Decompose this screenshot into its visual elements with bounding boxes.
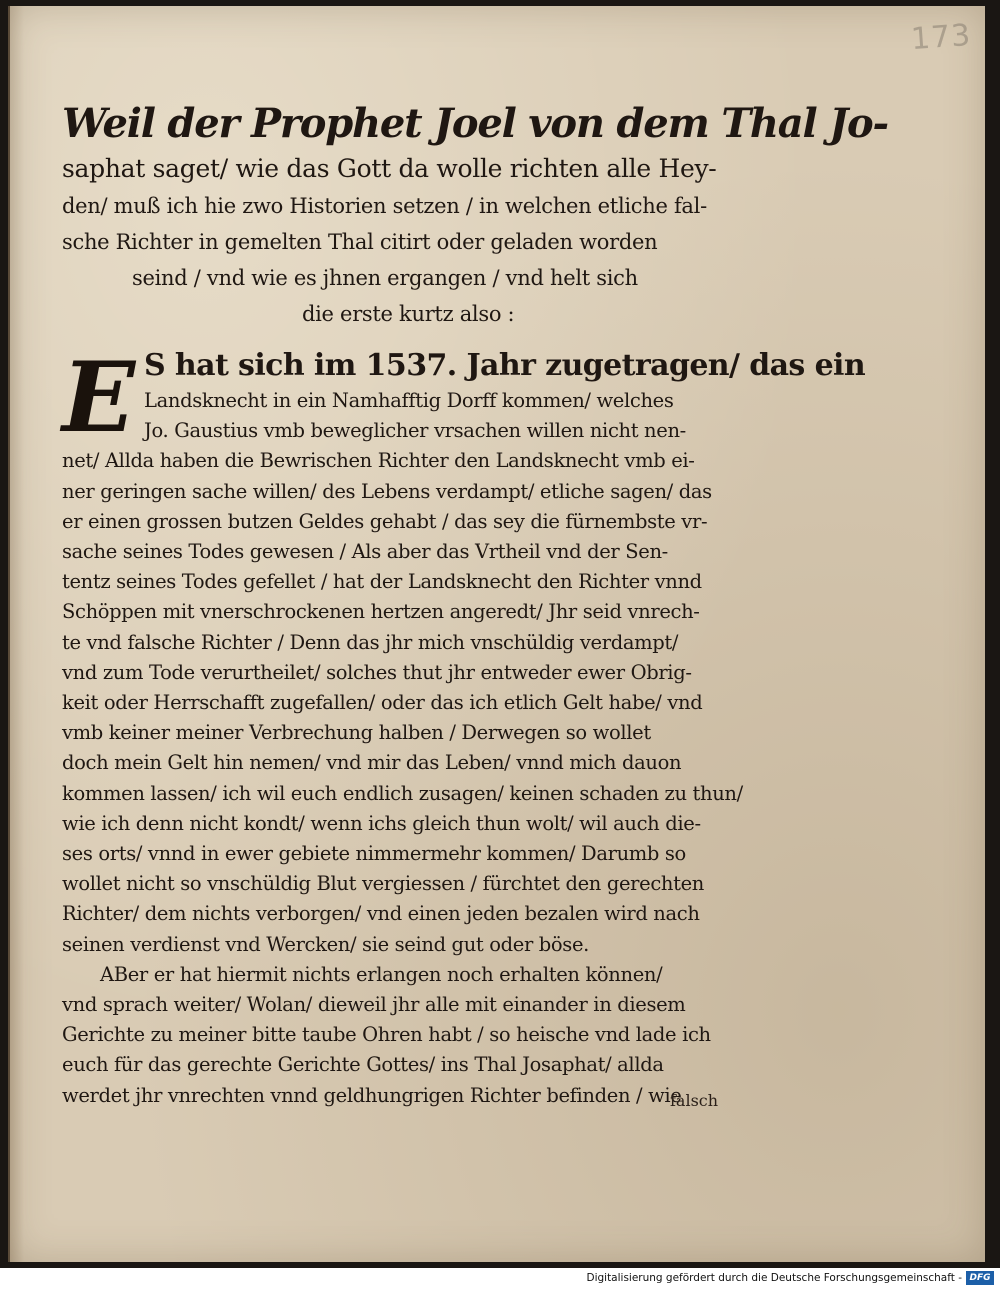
- body-line: kommen lassen/ ich wil euch endlich zusagen/ keinen schaden zu thun/: [62, 781, 743, 805]
- body-line: ner geringen sache willen/ des Lebens verdampt/ etliche sagen/ das: [62, 479, 712, 503]
- body-line: euch für das gerechte Gerichte Gottes/ ins Thal Josaphat/ allda: [62, 1053, 664, 1077]
- body-line: wie ich denn nicht kondt/ wenn ichs gleich thun wolt/ wil auch die-: [62, 811, 701, 835]
- body-line: er einen grossen butzen Geldes gehabt / das sey die fürnembste vr-: [62, 509, 708, 533]
- body-line: sache seines Todes gewesen / Als aber das Vrtheil vnd der Sen-: [62, 540, 668, 564]
- body-line: te vnd falsche Richter / Denn das jhr mich vnschüldig verdampt/: [62, 630, 679, 654]
- text-block: [62, 98, 888, 1111]
- body-line: ABer er hat hiermit nichts erlangen noch erhalten können/: [100, 962, 663, 986]
- body-line: Gerichte zu meiner bitte taube Ohren habt / so heische vnd lade ich: [62, 1023, 711, 1047]
- body-line: net/ Allda haben die Bewrischen Richter den Landsknecht vmb ei-: [62, 449, 695, 473]
- body-line: ses orts/ vnnd in ewer gebiete nimmermehr kommen/ Darumb so: [62, 842, 686, 866]
- body-line: Landsknecht in ein Namhafftig Dorff kommen/ welches: [144, 389, 674, 412]
- funding-credit: Digitalisierung gefördert durch die Deutsche Forschungsgemeinschaft -: [586, 1272, 962, 1284]
- catchword: falsch: [670, 1091, 719, 1110]
- body-line: doch mein Gelt hin nemen/ vnd mir das Leben/ vnnd mich dauon: [62, 751, 682, 775]
- body-line: Jo. Gaustius vmb beweglicher vrsachen willen nicht nen-: [144, 419, 686, 443]
- body-line: werdet jhr vnrechten vnnd geldhungrigen Richter befinden / wie: [62, 1083, 682, 1107]
- body-line: S hat sich im 1537. Jahr zugetragen/ das ein: [144, 348, 866, 383]
- body-line: wollet nicht so vnschüldig Blut vergiessen / fürchtet den gerechten: [62, 872, 704, 896]
- body-line: vnd zum Tode verurtheilet/ solches thut jhr entweder ewer Obrig-: [62, 660, 692, 684]
- folio-number: 173: [909, 17, 973, 58]
- body-text: [62, 341, 866, 1111]
- intro-paragraph: [62, 98, 888, 332]
- body-line: Richter/ dem nichts verborgen/ vnd einen jeden bezalen wird nach: [62, 902, 700, 926]
- decorated-initial: E: [62, 341, 136, 454]
- intro-line: den/ muß ich hie zwo Historien setzen / in welchen etliche fal-: [62, 194, 707, 218]
- body-line: vmb keiner meiner Verbrechung halben / Derwegen so wollet: [62, 721, 651, 745]
- intro-line: die erste kurtz also :: [302, 302, 515, 326]
- intro-line: seind / vnd wie es jhnen ergangen / vnd helt sich: [132, 266, 638, 290]
- body-line: keit oder Herrschafft zugefallen/ oder das ich etlich Gelt habe/ vnd: [62, 691, 703, 715]
- body-line: seinen verdienst vnd Wercken/ sie seind gut oder böse.: [62, 932, 589, 956]
- body-line: tentz seines Todes gefellet / hat der Landsknecht den Richter vnnd: [62, 570, 702, 594]
- body-line: vnd sprach weiter/ Wolan/ dieweil jhr alle mit einander in diesem: [62, 993, 686, 1017]
- dfg-logo: DFG: [966, 1271, 994, 1285]
- footer-bar: [0, 1268, 1000, 1290]
- intro-line: Weil der Prophet Joel von dem Thal Jo-: [62, 100, 888, 147]
- body-line: Schöppen mit vnerschrockenen hertzen angeredt/ Jhr seid vnrech-: [62, 600, 700, 624]
- intro-line: sche Richter in gemelten Thal citirt oder geladen worden: [62, 230, 658, 254]
- book-page: [8, 6, 985, 1262]
- intro-line: saphat saget/ wie das Gott da wolle richten alle Hey-: [62, 154, 717, 183]
